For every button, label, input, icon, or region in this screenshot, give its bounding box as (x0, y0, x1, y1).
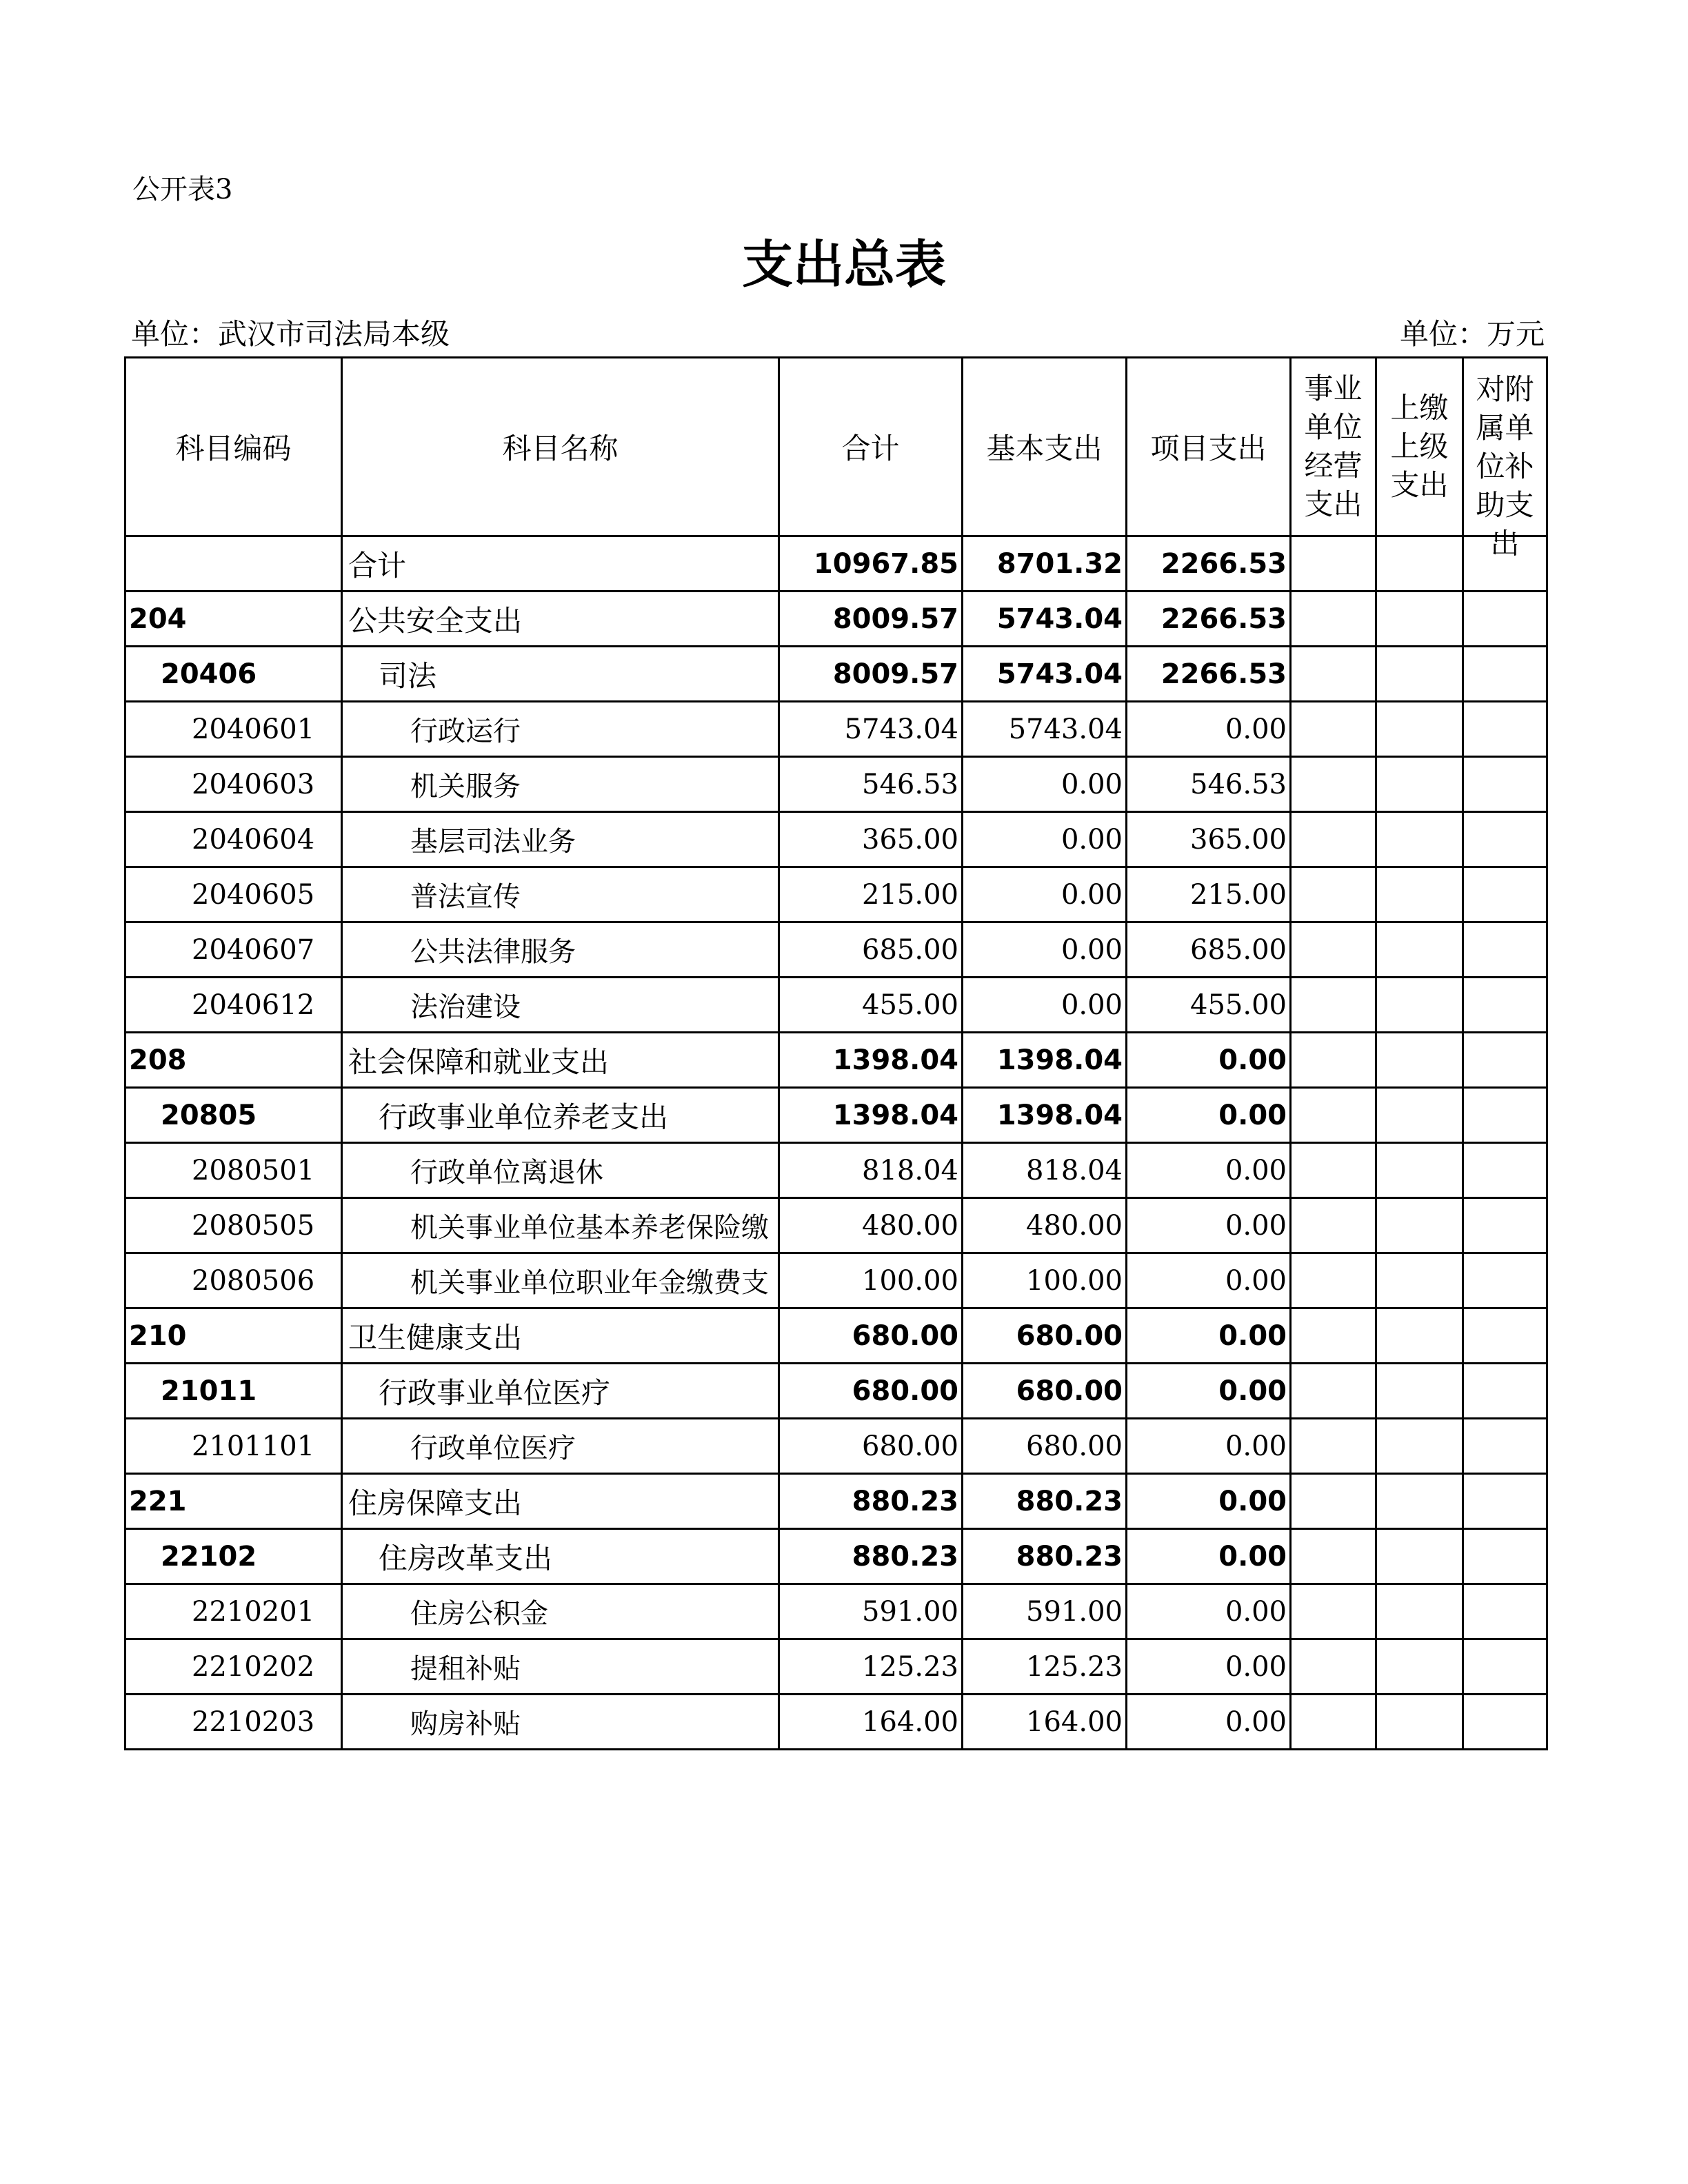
total-cell: 680.00 (779, 1308, 963, 1364)
account-code-cell: 2080505 (125, 1198, 342, 1253)
project-expenditure-cell: 215.00 (1127, 867, 1291, 922)
table-row (125, 1419, 1547, 1474)
operating-cell (1291, 1474, 1376, 1529)
subsidy-cell (1463, 1198, 1547, 1253)
account-code-cell: 2210201 (125, 1584, 342, 1639)
account-code-cell: 2080501 (125, 1143, 342, 1198)
total-cell: 480.00 (779, 1198, 963, 1253)
basic-expenditure-cell: 480.00 (963, 1198, 1127, 1253)
remit-cell (1376, 1639, 1463, 1695)
table-row (125, 1308, 1547, 1364)
total-cell: 546.53 (779, 757, 963, 812)
table-row (125, 922, 1547, 978)
remit-cell (1376, 1364, 1463, 1419)
operating-cell (1291, 867, 1376, 922)
column-header-operating (1291, 358, 1376, 536)
account-code-cell (125, 536, 342, 592)
basic-expenditure-cell: 680.00 (963, 1364, 1127, 1419)
subsidy-cell (1463, 592, 1547, 647)
remit-cell (1376, 1419, 1463, 1474)
table-row (125, 1198, 1547, 1253)
account-name-cell: 机关服务 (342, 757, 779, 812)
project-expenditure-cell: 0.00 (1127, 1253, 1291, 1308)
project-expenditure-cell: 0.00 (1127, 702, 1291, 757)
account-code-cell: 2040607 (125, 922, 342, 978)
basic-expenditure-cell: 0.00 (963, 757, 1127, 812)
account-code-cell: 2040612 (125, 978, 342, 1033)
basic-expenditure-cell: 1398.04 (963, 1088, 1127, 1143)
basic-expenditure-cell: 164.00 (963, 1695, 1127, 1750)
total-cell: 1398.04 (779, 1033, 963, 1088)
operating-cell (1291, 1308, 1376, 1364)
operating-cell (1291, 1639, 1376, 1695)
total-cell: 880.23 (779, 1529, 963, 1584)
column-header-remit-label: 上缴上级支出 (1390, 391, 1449, 502)
organization-unit: 单位：武汉市司法局本级 (131, 317, 450, 351)
basic-expenditure-cell: 1398.04 (963, 1033, 1127, 1088)
project-expenditure-cell: 685.00 (1127, 922, 1291, 978)
subsidy-cell (1463, 1253, 1547, 1308)
column-header-operating-label: 事业单位经营支出 (1304, 372, 1363, 521)
account-name-cell: 住房保障支出 (342, 1474, 779, 1529)
basic-expenditure-cell: 680.00 (963, 1308, 1127, 1364)
total-cell: 125.23 (779, 1639, 963, 1695)
basic-expenditure-cell: 0.00 (963, 978, 1127, 1033)
subsidy-cell (1463, 1364, 1547, 1419)
account-name-cell: 司法 (342, 647, 779, 702)
basic-expenditure-cell: 5743.04 (963, 647, 1127, 702)
remit-cell (1376, 922, 1463, 978)
remit-cell (1376, 1198, 1463, 1253)
operating-cell (1291, 812, 1376, 867)
account-code-cell: 221 (125, 1474, 342, 1529)
project-expenditure-cell: 0.00 (1127, 1419, 1291, 1474)
total-cell: 680.00 (779, 1419, 963, 1474)
table-row (125, 1364, 1547, 1419)
account-name-cell: 购房补贴 (342, 1695, 779, 1750)
account-name-cell: 普法宣传 (342, 867, 779, 922)
account-name-cell: 法治建设 (342, 978, 779, 1033)
total-cell: 164.00 (779, 1695, 963, 1750)
basic-expenditure-cell: 125.23 (963, 1639, 1127, 1695)
remit-cell (1376, 1695, 1463, 1750)
subsidy-cell (1463, 1419, 1547, 1474)
column-header-remit (1376, 358, 1463, 536)
subsidy-cell (1463, 1308, 1547, 1364)
project-expenditure-cell: 0.00 (1127, 1198, 1291, 1253)
table-header-row (125, 358, 1547, 536)
account-code-cell: 2080506 (125, 1253, 342, 1308)
basic-expenditure-cell: 880.23 (963, 1474, 1127, 1529)
remit-cell (1376, 1308, 1463, 1364)
account-code-cell: 204 (125, 592, 342, 647)
remit-cell (1376, 536, 1463, 592)
account-name-cell: 行政单位医疗 (342, 1419, 779, 1474)
operating-cell (1291, 1364, 1376, 1419)
basic-expenditure-cell: 8701.32 (963, 536, 1127, 592)
account-code-cell: 20805 (125, 1088, 342, 1143)
total-cell: 8009.57 (779, 647, 963, 702)
subsidy-cell (1463, 1529, 1547, 1584)
table-row (125, 1033, 1547, 1088)
account-name-cell: 公共安全支出 (342, 592, 779, 647)
operating-cell (1291, 1584, 1376, 1639)
operating-cell (1291, 1088, 1376, 1143)
account-name-cell: 基层司法业务 (342, 812, 779, 867)
remit-cell (1376, 1529, 1463, 1584)
table-row (125, 702, 1547, 757)
project-expenditure-cell: 0.00 (1127, 1364, 1291, 1419)
operating-cell (1291, 978, 1376, 1033)
operating-cell (1291, 592, 1376, 647)
total-cell: 818.04 (779, 1143, 963, 1198)
subsidy-cell (1463, 1639, 1547, 1695)
operating-cell (1291, 757, 1376, 812)
remit-cell (1376, 1253, 1463, 1308)
subsidy-cell (1463, 1088, 1547, 1143)
account-name-cell: 社会保障和就业支出 (342, 1033, 779, 1088)
table-body (125, 536, 1547, 1750)
project-expenditure-cell: 0.00 (1127, 1584, 1291, 1639)
project-expenditure-cell: 455.00 (1127, 978, 1291, 1033)
total-cell: 880.23 (779, 1474, 963, 1529)
subsidy-cell (1463, 812, 1547, 867)
account-code-cell: 2040605 (125, 867, 342, 922)
total-cell: 215.00 (779, 867, 963, 922)
subsidy-cell (1463, 1474, 1547, 1529)
account-code-cell: 20406 (125, 647, 342, 702)
remit-cell (1376, 1088, 1463, 1143)
account-name-cell: 行政运行 (342, 702, 779, 757)
account-code-cell: 2040601 (125, 702, 342, 757)
account-code-cell: 2040603 (125, 757, 342, 812)
remit-cell (1376, 1584, 1463, 1639)
account-code-cell: 2210202 (125, 1639, 342, 1695)
operating-cell (1291, 1033, 1376, 1088)
project-expenditure-cell: 365.00 (1127, 812, 1291, 867)
table-total-row (125, 536, 1547, 592)
account-name-cell: 公共法律服务 (342, 922, 779, 978)
total-cell: 680.00 (779, 1364, 963, 1419)
project-expenditure-cell: 0.00 (1127, 1033, 1291, 1088)
remit-cell (1376, 1474, 1463, 1529)
subsidy-cell (1463, 702, 1547, 757)
basic-expenditure-cell: 680.00 (963, 1419, 1127, 1474)
operating-cell (1291, 647, 1376, 702)
project-expenditure-cell: 0.00 (1127, 1143, 1291, 1198)
column-header-total: 合计 (779, 358, 963, 536)
total-cell: 591.00 (779, 1584, 963, 1639)
operating-cell (1291, 702, 1376, 757)
project-expenditure-cell: 0.00 (1127, 1308, 1291, 1364)
remit-cell (1376, 592, 1463, 647)
operating-cell (1291, 1198, 1376, 1253)
account-code-cell: 2040604 (125, 812, 342, 867)
account-name-cell: 住房改革支出 (342, 1529, 779, 1584)
operating-cell (1291, 1695, 1376, 1750)
total-cell: 1398.04 (779, 1088, 963, 1143)
operating-cell (1291, 536, 1376, 592)
table-row (125, 1474, 1547, 1529)
project-expenditure-cell: 0.00 (1127, 1474, 1291, 1529)
total-cell: 455.00 (779, 978, 963, 1033)
operating-cell (1291, 1143, 1376, 1198)
table-row (125, 978, 1547, 1033)
measurement-unit: 单位：万元 (1400, 317, 1545, 351)
basic-expenditure-cell: 0.00 (963, 812, 1127, 867)
basic-expenditure-cell: 591.00 (963, 1584, 1127, 1639)
remit-cell (1376, 757, 1463, 812)
account-name-cell: 提租补贴 (342, 1639, 779, 1695)
total-cell: 10967.85 (779, 536, 963, 592)
subsidy-cell (1463, 1695, 1547, 1750)
subsidy-cell (1463, 1584, 1547, 1639)
total-cell: 5743.04 (779, 702, 963, 757)
account-name-cell: 机关事业单位基本养老保险缴 (342, 1198, 779, 1253)
table-row (125, 1584, 1547, 1639)
total-cell: 100.00 (779, 1253, 963, 1308)
operating-cell (1291, 1253, 1376, 1308)
total-cell: 8009.57 (779, 592, 963, 647)
remit-cell (1376, 812, 1463, 867)
project-expenditure-cell: 2266.53 (1127, 592, 1291, 647)
account-name-cell: 行政单位离退休 (342, 1143, 779, 1198)
table-row (125, 592, 1547, 647)
subsidy-cell (1463, 1033, 1547, 1088)
operating-cell (1291, 922, 1376, 978)
account-name-cell: 合计 (342, 536, 779, 592)
column-header-name: 科目名称 (342, 358, 779, 536)
subsidy-cell (1463, 922, 1547, 978)
account-code-cell: 2210203 (125, 1695, 342, 1750)
account-name-cell: 住房公积金 (342, 1584, 779, 1639)
basic-expenditure-cell: 5743.04 (963, 592, 1127, 647)
table-row (125, 1088, 1547, 1143)
project-expenditure-cell: 2266.53 (1127, 647, 1291, 702)
remit-cell (1376, 1143, 1463, 1198)
remit-cell (1376, 1033, 1463, 1088)
basic-expenditure-cell: 0.00 (963, 867, 1127, 922)
subsidy-cell (1463, 1143, 1547, 1198)
account-code-cell: 210 (125, 1308, 342, 1364)
table-row (125, 1529, 1547, 1584)
subsidy-cell (1463, 757, 1547, 812)
account-name-cell: 机关事业单位职业年金缴费支 (342, 1253, 779, 1308)
remit-cell (1376, 702, 1463, 757)
project-expenditure-cell: 0.00 (1127, 1695, 1291, 1750)
operating-cell (1291, 1529, 1376, 1584)
account-name-cell: 行政事业单位医疗 (342, 1364, 779, 1419)
project-expenditure-cell: 2266.53 (1127, 536, 1291, 592)
table-row (125, 647, 1547, 702)
table-row (125, 757, 1547, 812)
total-cell: 365.00 (779, 812, 963, 867)
column-header-subsidy (1463, 358, 1547, 560)
table-row (125, 812, 1547, 867)
column-header-basic: 基本支出 (963, 358, 1127, 536)
basic-expenditure-cell: 5743.04 (963, 702, 1127, 757)
column-header-code: 科目编码 (125, 358, 342, 536)
account-code-cell: 22102 (125, 1529, 342, 1584)
remit-cell (1376, 647, 1463, 702)
table-row (125, 1143, 1547, 1198)
remit-cell (1376, 867, 1463, 922)
subsidy-cell (1463, 867, 1547, 922)
table-row (125, 867, 1547, 922)
column-header-project: 项目支出 (1127, 358, 1291, 536)
operating-cell (1291, 1419, 1376, 1474)
account-name-cell: 行政事业单位养老支出 (342, 1088, 779, 1143)
total-cell: 685.00 (779, 922, 963, 978)
page-title: 支出总表 (742, 235, 946, 294)
table-row (125, 1639, 1547, 1695)
project-expenditure-cell: 0.00 (1127, 1639, 1291, 1695)
table-row (125, 1695, 1547, 1750)
column-header-subsidy-label: 对附属单位补助支出 (1476, 372, 1534, 560)
project-expenditure-cell: 546.53 (1127, 757, 1291, 812)
basic-expenditure-cell: 818.04 (963, 1143, 1127, 1198)
account-name-cell: 卫生健康支出 (342, 1308, 779, 1364)
subsidy-cell (1463, 647, 1547, 702)
basic-expenditure-cell: 880.23 (963, 1529, 1127, 1584)
project-expenditure-cell: 0.00 (1127, 1088, 1291, 1143)
document-label: 公开表3 (132, 174, 233, 205)
basic-expenditure-cell: 100.00 (963, 1253, 1127, 1308)
expenditure-table (124, 356, 1548, 1750)
basic-expenditure-cell: 0.00 (963, 922, 1127, 978)
subsidy-cell (1463, 978, 1547, 1033)
remit-cell (1376, 978, 1463, 1033)
account-code-cell: 208 (125, 1033, 342, 1088)
project-expenditure-cell: 0.00 (1127, 1529, 1291, 1584)
table-row (125, 1253, 1547, 1308)
account-code-cell: 21011 (125, 1364, 342, 1419)
account-code-cell: 2101101 (125, 1419, 342, 1474)
